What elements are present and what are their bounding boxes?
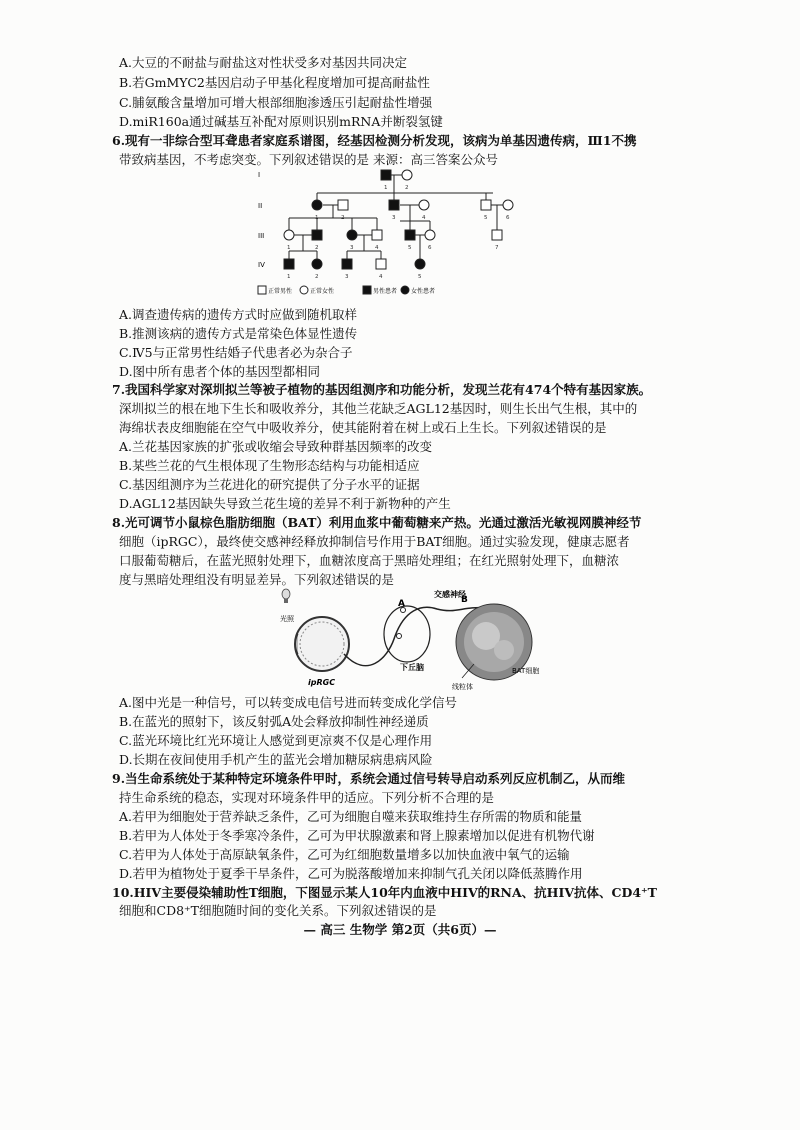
q10-stem-line-1: 10.HIV主要侵染辅助性T细胞，下图显示某人10年内血液中HIV的RNA、抗HIV抗体、CD4⁺T — [112, 885, 657, 900]
light-signal-diagram — [272, 584, 547, 694]
hypothalamus-label: 下丘脑 — [400, 663, 424, 672]
q8-stem-line-1: 8.光可调节小鼠棕色脂肪细胞（BAT）利用血浆中葡萄糖来产热。光通过激活光敏视网膜神经节 — [112, 515, 642, 530]
q9-option-d: D.若甲为植物处于夏季干旱条件，乙可为脱落酸增加来抑制气孔关闭以降低蒸腾作用 — [119, 866, 583, 881]
svg-text:2: 2 — [405, 185, 409, 191]
gen-label-ii: II — [258, 202, 263, 210]
q6-option-c: C.Ⅳ5与正常男性结婚子代患者必为杂合子 — [119, 345, 353, 360]
q9-stem-line-2: 持生命系统的稳态，实现对环境条件甲的适应。下列分析不合理的是 — [119, 790, 495, 805]
q8-option-d: D.长期在夜间使用手机产生的蓝光会增加糖尿病患病风险 — [119, 752, 433, 767]
q7-option-a: A.兰花基因家族的扩张或收缩会导致种群基因频率的改变 — [119, 439, 433, 454]
page-footer: — 高三 生物学 第2页（共6页）— — [303, 922, 497, 937]
svg-text:4: 4 — [422, 215, 426, 221]
q5-option-c: C.脯氨酸含量增加可增大根部细胞渗透压引起耐盐性增强 — [119, 95, 433, 110]
q6-option-a: A.调查遗传病的遗传方式时应做到随机取样 — [119, 307, 358, 322]
q8-option-c: C.蓝光环境比红光环境让人感觉到更凉爽不仅是心理作用 — [119, 733, 433, 748]
svg-text:3: 3 — [350, 245, 354, 251]
svg-text:1: 1 — [287, 274, 291, 280]
svg-text:5: 5 — [484, 215, 488, 221]
svg-text:1: 1 — [315, 215, 319, 221]
eye-icon — [295, 617, 349, 671]
pedigree-chart — [255, 163, 535, 298]
legend-normal-female: 正常女性 — [310, 288, 335, 295]
svg-text:2: 2 — [315, 245, 319, 251]
gen-label-iii: III — [258, 232, 265, 240]
legend-affected-male: 男性患者 — [373, 288, 398, 295]
svg-text:6: 6 — [428, 245, 432, 251]
q8-stem-line-3: 口服葡萄糖后，在蓝光照射处理下，血糖浓度高于黑暗处理组；在红光照射处理下，血糖浓 — [119, 553, 620, 568]
gen-label-i: I — [258, 171, 261, 179]
q7-option-d: D.AGL12基因缺失导致兰花生境的差异不利于新物种的产生 — [119, 496, 451, 511]
q9-option-a: A.若甲为细胞处于营养缺乏条件，乙可为细胞自噬来获取维持生存所需的物质和能量 — [119, 809, 583, 824]
q7-stem-line-2: 深圳拟兰的根在地下生长和吸收养分，其他兰花缺乏AGL12基因时，则生长出气生根，其中的 — [119, 401, 638, 416]
q5-option-a: A.大豆的不耐盐与耐盐这对性状受多对基因共同决定 — [119, 55, 408, 70]
svg-text:4: 4 — [375, 245, 379, 251]
lamp-icon — [282, 589, 290, 603]
legend-normal-male: 正常男性 — [268, 288, 293, 295]
point-a-label: A — [398, 599, 405, 609]
svg-text:2: 2 — [315, 274, 319, 280]
q7-stem-line-3: 海绵状表皮细胞能在空气中吸收养分，使其能附着在树上或石上生长。下列叙述错误的是 — [119, 420, 607, 435]
svg-text:5: 5 — [418, 274, 422, 280]
q6-stem-line-1: 6.现有一非综合型耳聋患者家庭系谱图，经基因检测分析发现，该病为单基因遗传病，Ⅲ1不携 — [112, 133, 637, 148]
q8-stem-line-2: 细胞（ipRGC），最终使交感神经释放抑制信号作用于BAT细胞。通过实验发现，健康志愿者 — [119, 534, 630, 549]
q9-option-c: C.若甲为人体处于高原缺氧条件，乙可为红细胞数量增多以加快血液中氧气的运输 — [119, 847, 570, 862]
q10-stem-line-2: 细胞和CD8⁺T细胞随时间的变化关系。下列叙述错误的是 — [119, 903, 437, 918]
svg-text:4: 4 — [379, 274, 383, 280]
gen-label-iv: IV — [258, 261, 265, 269]
q8-option-b: B.在蓝光的照射下，该反射弧A处会释放抑制性神经递质 — [119, 714, 429, 729]
q7-stem-line-1: 7.我国科学家对深圳拟兰等被子植物的基因组测序和功能分析，发现兰花有474个特有基因家族。 — [112, 382, 652, 397]
q5-option-b: B.若GmMYC2基因启动子甲基化程度增加可提高耐盐性 — [119, 75, 430, 90]
svg-text:1: 1 — [384, 185, 388, 191]
point-b-label: B — [461, 595, 468, 605]
q8-option-a: A.图中光是一种信号，可以转变成电信号进而转变成化学信号 — [119, 695, 458, 710]
q5-option-d: D.miR160a通过碱基互补配对原则识别mRNA并断裂氢键 — [119, 114, 443, 129]
iprgc-label: ipRGC — [308, 678, 336, 687]
q9-option-b: B.若甲为人体处于冬季寒冷条件，乙可为甲状腺激素和肾上腺素增加以促进有机物代谢 — [119, 828, 595, 843]
q7-option-c: C.基因组测序为兰花进化的研究提供了分子水平的证据 — [119, 477, 420, 492]
q8-stem-line-4: 度与黑暗处理组没有明显差异。下列叙述错误的是 — [119, 572, 395, 587]
mitochondria-label: 线粒体 — [452, 683, 473, 691]
svg-text:7: 7 — [495, 245, 499, 251]
q7-option-b: B.某些兰花的气生根体现了生物形态结构与功能相适应 — [119, 458, 420, 473]
q6-option-d: D.图中所有患者个体的基因型都相同 — [119, 364, 321, 379]
q6-stem-line-2: 带致病基因，不考虑突变。下列叙述错误的是 来源：高三答案公众号 — [119, 152, 498, 167]
light-label: 光照 — [280, 615, 294, 623]
svg-text:1: 1 — [287, 245, 291, 251]
bat-cell-label: BAT细胞 — [512, 667, 540, 675]
q9-stem-line-1: 9.当生命系统处于某种特定环境条件甲时，系统会通过信号转导启动系列反应机制乙，从而维 — [112, 771, 626, 786]
svg-text:3: 3 — [345, 274, 349, 280]
svg-text:3: 3 — [392, 215, 396, 221]
q6-option-b: B.推测该病的遗传方式是常染色体显性遗传 — [119, 326, 358, 341]
svg-text:5: 5 — [408, 245, 412, 251]
svg-text:2: 2 — [341, 215, 345, 221]
sympathetic-nerve-label: 交感神经 — [434, 590, 466, 599]
legend-affected-female: 女性患者 — [411, 288, 436, 295]
svg-text:6: 6 — [506, 215, 510, 221]
